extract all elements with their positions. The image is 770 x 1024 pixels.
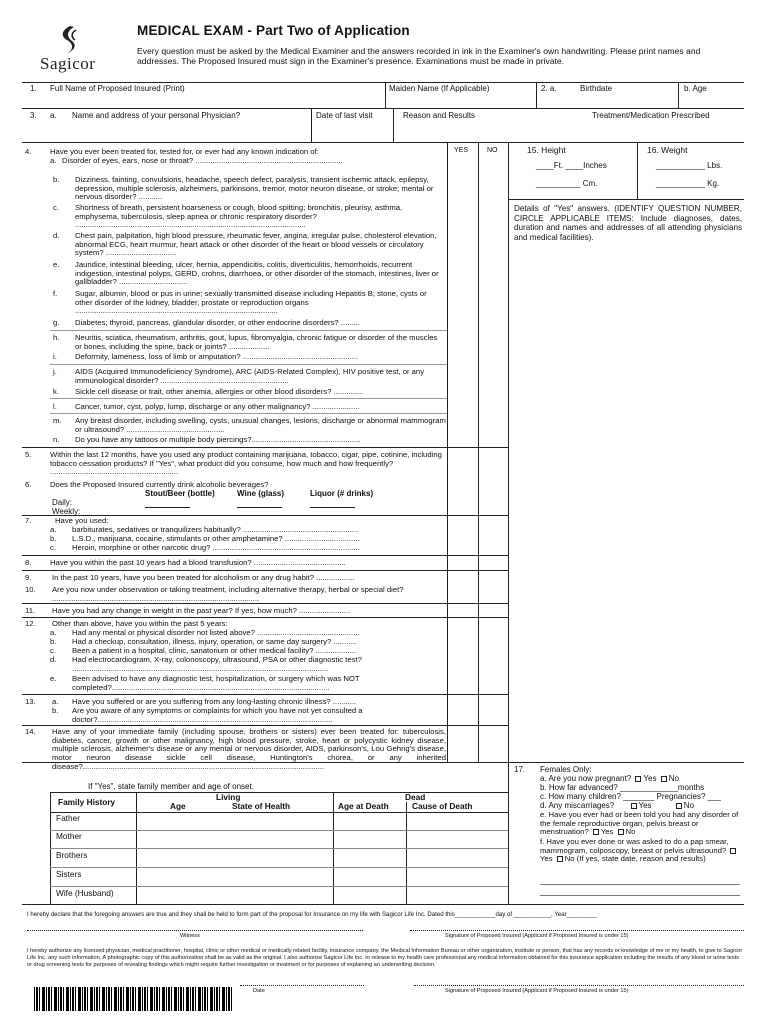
last-visit-label: Date of last visit bbox=[316, 111, 373, 120]
physician-label: Name and address of your personal Physician? bbox=[72, 111, 241, 120]
authorization-text: I hereby authorize any licensed physician, medical practitioner, hospital, clinic or other medical or medically related facility, insurance company, the Medical Information Bureau or other organization, institute or person, that has any records or knowledge of me or my health, to give to Sagicor Life Inc. any such information. A photographic copy of this authorization shall be as valid as the original. I also authorize Sagicor Life Inc. to release to my health care professional any medical information obtained for this insurance application including the results of any blood or urine tests or drug screening tests for purposes of revealing findings which might require further investigation or treatment or for purposes of explaining an underwriting decision. bbox=[27, 948, 743, 968]
q7c-text: Heroin, morphine or other narcotic drug? ..................................................................... bbox=[72, 543, 360, 552]
q11-text: Have you had any change in weight in the past year? If yes, how much? ........................ bbox=[52, 606, 351, 615]
q7b-text: L.S.D., marijuana, cocaine, stimulants or other amphetamine? ................................... bbox=[72, 534, 360, 543]
family-row-mother: Mother bbox=[56, 831, 82, 841]
date-label: Date bbox=[253, 988, 265, 994]
q10-number: 10. bbox=[25, 585, 36, 594]
pregnant-label: a. Are you now pregnant? bbox=[540, 774, 632, 783]
q9-text: In the past 10 years, have you been treated for alcoholism or any drug habit? .................. bbox=[52, 573, 355, 582]
q12d-letter: d. bbox=[50, 655, 57, 664]
q12e-text: Been advised to have any diagnostic test, hospitalization, or surgery which was NOT completed?...................................................................................................... bbox=[72, 674, 360, 692]
page-title: MEDICAL EXAM - Part Two of Application bbox=[137, 23, 410, 38]
weight-label: 16. Weight bbox=[647, 145, 688, 155]
female-disorder-question bbox=[540, 811, 743, 837]
witness-label: Witness bbox=[180, 933, 200, 939]
q12-number: 12. bbox=[25, 619, 36, 628]
no-header: NO bbox=[487, 147, 498, 154]
q12d-text: Had electrocardiogram, X-ray, colonoscopy, ultrasound, PSA or other diagnostic test? ........................................................................................................................ bbox=[72, 655, 362, 673]
family-row-father: Father bbox=[56, 813, 80, 823]
q12c-text: Been a patient in a hospital, clinic, sanatorium or other medical facility? ................... bbox=[72, 646, 357, 655]
living-header: Living bbox=[216, 792, 241, 802]
q12a-letter: a. bbox=[50, 628, 57, 637]
age-label: b. Age bbox=[684, 84, 707, 93]
q4j-letter: j. bbox=[53, 367, 57, 376]
miscarriages-no-label: No bbox=[683, 801, 695, 810]
birthdate-field[interactable] bbox=[541, 95, 676, 107]
q3a-letter: a. bbox=[50, 111, 57, 120]
yes-header: YES bbox=[454, 147, 469, 154]
q4c-letter: c. bbox=[53, 203, 59, 212]
state-of-health-header: State of Health bbox=[232, 801, 291, 811]
q8-number: 8. bbox=[25, 558, 32, 567]
q13b-letter: b. bbox=[52, 706, 59, 715]
female-disorder-no-label: No bbox=[625, 827, 636, 837]
children-pregnancies: c. How many children? _______ Pregnancies? ___ bbox=[540, 792, 722, 801]
height-cm-field[interactable]: __________ Cm. bbox=[536, 179, 598, 188]
q12b-text: Had a checkup, consultation, illness, injury, operation, or same day surgery? ........... bbox=[72, 637, 357, 646]
q14-text: Have any of your immediate family (including spouse, brothers or sisters) ever been treated for: tuberculosis, diabetes, cancer, growth or other malignancy, high blood pressure, stroke, heart or polycystic kidney disease, multiple sclerosis, alzheimer's disease or any mental or nervous disorder, AIDS, parkinson's, Lou Gehrig's disease, motor neuron disease sickle cell disease, Huntington's chorea, or any inherited disease?................................................................................................................. bbox=[52, 727, 446, 771]
pregnant-no-label: No bbox=[668, 774, 679, 783]
q4i-text: Deformity, lameness, loss of limb or amputation? ...................................................... bbox=[75, 352, 359, 361]
height-ft-in-field[interactable]: ____Ft. ____Inches bbox=[536, 161, 607, 170]
q7b-letter: b. bbox=[50, 534, 57, 543]
q11-number: 11. bbox=[25, 606, 36, 615]
q12-text: Other than above, have you within the past 5 years: bbox=[52, 619, 228, 628]
details-instructions: Details of "Yes" answers. (IDENTIFY QUESTION NUMBER, CIRCLE APPLICABLE ITEMS: Include diagnoses, dates, duration and names and addresses of all attending physicians and medical facilities). bbox=[514, 204, 742, 242]
pap-smear-question bbox=[540, 838, 743, 864]
miscarriages-label: d. Any miscarriages? bbox=[540, 801, 615, 810]
q4n-letter: n. bbox=[53, 435, 60, 444]
q4h-text: Neuritis, sciatica, rheumatism, arthritis, gout, lupus, fibromyalgia, chronic fatigue or disorder of the muscles or bones, including the spine, back or joints? ................... bbox=[75, 333, 438, 351]
age-field[interactable] bbox=[684, 95, 742, 107]
maiden-name-label: Maiden Name (If Applicable) bbox=[389, 84, 490, 93]
miscarriages-yes-checkbox[interactable] bbox=[631, 803, 637, 809]
q13a-letter: a. bbox=[52, 697, 59, 706]
pap-smear-yes-checkbox[interactable] bbox=[730, 848, 736, 854]
sagicor-swirl-icon bbox=[40, 24, 110, 56]
q4e-letter: e. bbox=[53, 260, 60, 269]
q4c-text: Shortness of breath, persistent hoarseness or cough, blood spitting; bronchitis, pleurisy, asthma, emphysema, tuberculosis, sleep apnea or chronic respiratory disorder? ............................................................................................................ bbox=[75, 203, 403, 230]
q4k-letter: k. bbox=[53, 387, 59, 396]
q4l-text: Cancer, tumor, cyst, polyp, lump, discharge or any other malignancy? ...................... bbox=[75, 402, 360, 411]
miscarriages-no-checkbox[interactable] bbox=[676, 803, 682, 809]
q14-number: 14. bbox=[25, 727, 36, 736]
female-disorder-no-checkbox[interactable] bbox=[618, 829, 624, 835]
declaration-text: I hereby declare that the foregoing answers are true and they shall be held to form part of the proposal for Insurance on my life with Sagicor Life Inc. Dated this____________day of ___________, Year_________ bbox=[27, 911, 598, 918]
q4a-text: Disorder of eyes, ears, nose or throat? ..................................................................... bbox=[62, 156, 343, 165]
q4a-letter: a. bbox=[50, 156, 57, 165]
q4h-letter: h. bbox=[53, 333, 60, 342]
female-disorder-yes-label: Yes bbox=[600, 827, 614, 837]
q4n-text: Do you have any tattoos or multiple body piercings?................................................... bbox=[75, 435, 361, 444]
pregnant-yes-checkbox[interactable] bbox=[635, 776, 641, 782]
q7a-text: barbiturates, sedatives or tranquilizers habitually? ...................................................... bbox=[72, 525, 359, 534]
height-label: 15. Height bbox=[527, 145, 566, 155]
alcohol-col-liquor: Liquor (# drinks) bbox=[310, 489, 374, 498]
full-name-field[interactable] bbox=[50, 95, 382, 107]
pregnant-no-checkbox[interactable] bbox=[661, 776, 667, 782]
cause-of-death-header: Cause of Death bbox=[412, 801, 473, 811]
pregnant-yes-label: Yes bbox=[643, 774, 657, 783]
q4m-letter: m. bbox=[53, 416, 62, 425]
females-only-title: Females Only: bbox=[540, 765, 592, 774]
daily-label: Daily: bbox=[52, 498, 73, 507]
pap-smear-yes-label: Yes bbox=[540, 854, 553, 864]
q12b-letter: b. bbox=[50, 637, 57, 646]
q4l-letter: l. bbox=[53, 402, 57, 411]
pap-smear-tail: (If yes, state date, reason and results) bbox=[576, 854, 706, 864]
instructions: Every question must be asked by the Medical Examiner and the answers recorded in ink in the Examiner's own handwriting. Please print names and addresses. The Proposed Insured must sign in the Examiner's presence. Examinations must be made in private. bbox=[137, 46, 701, 66]
maiden-name-field[interactable] bbox=[389, 95, 534, 107]
female-disorder-text: e. Have you ever had or been told you had any disorder of the female reproductive organ, pelvis breast or menstruation? bbox=[540, 810, 739, 837]
brand-name: Sagicor bbox=[40, 54, 96, 73]
signature-label-1: Signature of Proposed Insured (Applicant if Proposed Insured is under 15) bbox=[445, 933, 629, 939]
weight-kg-field[interactable]: ___________ Kg. bbox=[656, 179, 720, 188]
family-history-header: Family History bbox=[58, 797, 116, 807]
alcohol-col-beer: Stout/Beer (bottle) bbox=[145, 489, 215, 498]
how-far-advanced: b. How far advanced? _____________months bbox=[540, 783, 705, 792]
family-row-spouse: Wife (Husband) bbox=[56, 888, 114, 898]
q12e-letter: e. bbox=[50, 674, 57, 683]
q4b-text: Dizziness, fainting, convulsions, headache, speech defect, paralysis, transient ischemic attack, epilepsy, depression, multiple sclerosis, alzheimers, parkinsons, tremor, motor neuron disease, or stroke; mental or nervous disorder? ........... bbox=[75, 175, 434, 202]
q12c-letter: c. bbox=[50, 646, 56, 655]
weight-lbs-field[interactable]: ___________ Lbs. bbox=[656, 161, 723, 170]
q5-number: 5. bbox=[25, 450, 32, 459]
reason-label: Reason and Results bbox=[403, 111, 476, 120]
q4f-text: Sugar, albumin, blood or pus in urine; sexually transmitted disease including Hepatitis B; stone, cysts or other disorder of the kidney, bladder, prostate or reproduction organs ............................................................................................... bbox=[75, 289, 427, 316]
weekly-label: Weekly: bbox=[52, 507, 81, 516]
q12a-text: Had any mental or physical disorder not listed above? ................................................ bbox=[72, 628, 360, 637]
q4-number: 4. bbox=[25, 147, 32, 156]
q6-number: 6. bbox=[25, 480, 32, 489]
q4g-text: Diabetes; thyroid, pancreas, glandular disorder, or other endocrine disorders? ......... bbox=[75, 318, 361, 327]
sagicor-logo bbox=[40, 24, 110, 74]
pap-smear-no-label: No bbox=[564, 854, 575, 864]
q9-number: 9. bbox=[25, 573, 32, 582]
physician-field[interactable] bbox=[50, 124, 740, 140]
q17-number: 17. bbox=[514, 765, 526, 774]
q4m-text: Any breast disorder, including swelling, cysts, unusual changes, lesions, discharge or abnormal mammogram or ultrasound? .............................................. bbox=[75, 416, 446, 434]
q14-if-yes: If "Yes", state family member and age of onset. bbox=[88, 782, 254, 791]
q7-number: 7. bbox=[25, 516, 32, 525]
q4f-letter: f. bbox=[53, 289, 58, 298]
q13a-text: Have you suffered or are you suffering from any long-lasting chronic illness? ........... bbox=[72, 697, 357, 706]
q4i-letter: i. bbox=[53, 352, 57, 361]
details-field[interactable] bbox=[514, 256, 742, 756]
q1-number: 1. bbox=[30, 84, 37, 93]
q4b-letter: b. bbox=[53, 175, 60, 184]
q4j-text: AIDS (Acquired Immunodeficiency Syndrome), ARC (AIDS-Related Complex), HIV positive test, or any immunological disorder? ............................................................ bbox=[75, 367, 425, 385]
barcode bbox=[34, 987, 232, 1011]
q7-text: Have you used: bbox=[55, 516, 109, 525]
q4d-letter: d. bbox=[53, 231, 60, 240]
female-disorder-yes-checkbox[interactable] bbox=[593, 829, 599, 835]
q13-number: 13. bbox=[25, 697, 36, 706]
q7c-letter: c. bbox=[50, 543, 56, 552]
q3-number: 3. bbox=[30, 111, 37, 120]
q8-text: Have you within the past 10 years had a blood transfusion? ........................................... bbox=[50, 558, 346, 567]
q7a-letter: a. bbox=[50, 525, 57, 534]
q6-text: Does the Proposed Insured currently drink alcoholic beverages? bbox=[50, 480, 269, 489]
q4g-letter: g. bbox=[53, 318, 60, 327]
alcohol-col-wine: Wine (glass) bbox=[237, 489, 285, 498]
q4e-text: Jaundice, intestinal bleeding, ulcer, hernia, appendicitis, colitis, diverticulitis, hemorrhoids, recurrent indigestion, intestinal polyps, GERD, crohns, diarrhoea, or other disorder of the stomach, intestines, liver or gallbladder? ................................ bbox=[75, 260, 439, 287]
q13b-text: Are you aware of any symptoms or complaints for which you have not yet consulted a doctor?.............................................................................................................. bbox=[72, 706, 363, 724]
q2a-number: 2. a. bbox=[541, 84, 557, 93]
treatment-label: Treatment/Medication Prescribed bbox=[592, 111, 710, 120]
family-row-sisters: Sisters bbox=[56, 869, 82, 879]
signature-label-2: Signature of Proposed Insured (Applicant if Proposed Insured is under 15) bbox=[445, 988, 629, 994]
pap-smear-text: f. Have you ever done or was asked to do a pap smear, mammogram, colposcopy, breast or pelvis ultrasound? bbox=[540, 837, 729, 855]
q5-text: Within the last 12 months, have you used any product containing marijuana, tobacco, cigar, pipe, cotinine, including tobacco cessation products? If "Yes", what product did you consume, how much and how frequently? ............................................................ bbox=[50, 450, 442, 477]
miscarriages-yes-label: Yes bbox=[638, 801, 652, 810]
q4k-text: Sickle cell disease or trait, other anemia, allergies or other blood disorders? .............. bbox=[75, 387, 364, 396]
family-row-brothers: Brothers bbox=[56, 850, 88, 860]
birthdate-label: Birthdate bbox=[580, 84, 613, 93]
q4d-text: Chest pain, palpitation, high blood pressure, rheumatic fever, angina, irregular pulse, cholesterol elevation, abnormal ECG, heart murmur, heart attack or other disorder of the heart or blood vessels or circulatory system? ................................. bbox=[75, 231, 437, 258]
q10-text: Are you now under observation or taking treatment, including alternative therapy, herbal or special diet? ................................................................................................. bbox=[52, 585, 404, 603]
full-name-label: Full Name of Proposed Insured (Print) bbox=[50, 84, 185, 93]
q4-intro: Have you ever been treated for, tested for, or ever had any known indication of: bbox=[50, 147, 319, 156]
dead-header: Dead bbox=[405, 792, 426, 802]
age-header: Age bbox=[170, 801, 186, 811]
pap-smear-no-checkbox[interactable] bbox=[557, 856, 563, 862]
age-at-death-header: Age at Death bbox=[338, 801, 389, 811]
